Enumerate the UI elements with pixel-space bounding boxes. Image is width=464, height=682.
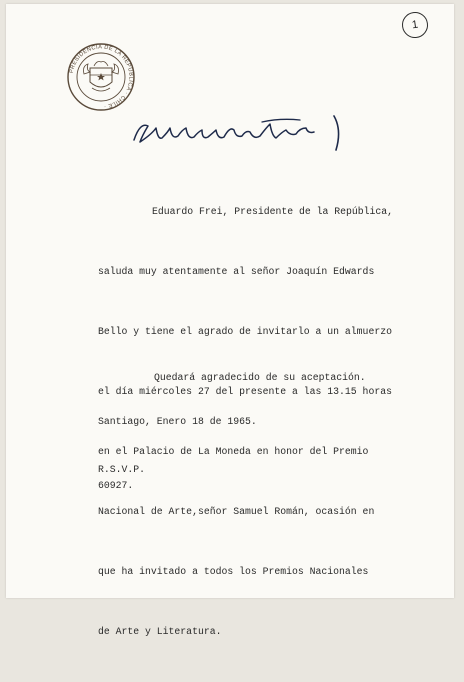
body-line: de Arte y Literatura. (98, 626, 222, 637)
body-line: el día miércoles 27 del presente a las 13.15 horas (98, 386, 392, 397)
handwritten-signature-icon (130, 110, 370, 154)
place-and-date: Santiago, Enero 18 de 1965. (98, 416, 257, 427)
closing-line: Quedará agradecido de su aceptación. (154, 372, 366, 383)
rsvp-note: R.S.V.P. (98, 464, 146, 475)
reference-number: 60927. (98, 480, 134, 491)
body-line: en el Palacio de La Moneda en honor del Premio (98, 446, 369, 457)
seal-text: PRESIDENCIA DE LA REPUBLICA · CHILE · (68, 44, 134, 110)
body-line: que ha invitado a todos los Premios Nacionales (98, 566, 369, 577)
page-number-text: 1 (411, 18, 419, 32)
body-line: Bello y tiene el agrado de invitarlo a un almuerzo (98, 326, 392, 337)
body-line: Nacional de Arte,señor Samuel Román, ocasión en (98, 506, 375, 517)
letter-sheet (6, 4, 454, 637)
body-line: Eduardo Frei, Presidente de la República, (152, 206, 394, 217)
page-number (400, 10, 429, 39)
presidential-seal-icon (66, 42, 136, 112)
body-line: saluda muy atentamente al señor Joaquín Edwards (98, 266, 375, 277)
